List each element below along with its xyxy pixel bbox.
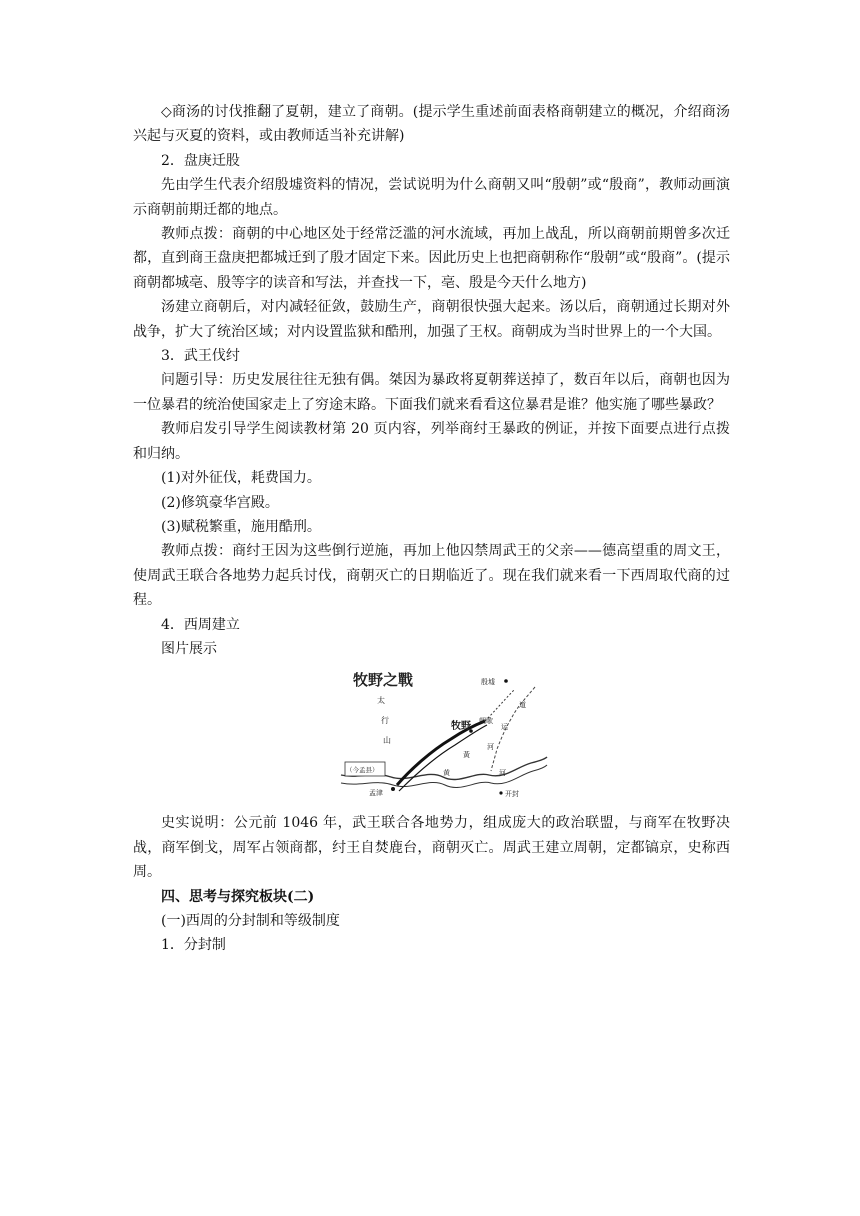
subsection-heading-1: (一)西周的分封制和等级制度 xyxy=(161,912,340,929)
label-huanghe-1: 黃 xyxy=(463,751,470,760)
muye-battle-map xyxy=(339,667,549,805)
label-huanghe-2: 河 xyxy=(487,743,494,752)
paragraph-teacher-note-zhou: 教师点拨：商纣王因为这些倒行逆施，再加上他囚禁周武王的父亲——德高望重的周文王，使周武王联合各地势力起兵讨伐，商朝灭亡的日期临近了。现在我们就来看一下西周取代商的过程。 xyxy=(133,543,730,609)
subheading-pangeng: 2．盘庚迁股 xyxy=(161,152,240,169)
mengjin-dot xyxy=(391,787,395,791)
label-daohe-1: 道 xyxy=(519,701,526,710)
paragraph-reading-guide: 教师启发引导学生阅读教材第 20 页内容，列举商纣王暴政的例证，并按下面要点进行点拨和归纳。 xyxy=(133,421,730,462)
paragraph-teacher-note-capital: 教师点拨：商朝的中心地区处于经常泛滥的河水流域，再加上战乱，所以商朝前期曾多次迁都，直到商王盘庚把都城迁到了殷才固定下来。因此历史上也把商朝称作“殷朝”或“殷商”。(提示商朝都城亳、殷等字的读音和写法，并查找一下，亳、殷是今天什么地方) xyxy=(133,226,730,291)
list-item-2: (2)修筑豪华宫殿。 xyxy=(161,494,279,511)
paragraph-yinxu-intro: 先由学生代表介绍殷墟资料的情况，尝试说明为什么商朝又叫“殷朝”或“殷商”，教师动画演示商朝前期迁都的地点。 xyxy=(133,177,730,218)
yinxu-dot xyxy=(504,680,508,684)
subheading-fengjian: 1．分封制 xyxy=(161,937,226,954)
label-taihang-2: 行 xyxy=(381,716,389,726)
list-item-3: (3)赋税繁重，施用酷刑。 xyxy=(161,518,321,535)
paragraph-question-lead: 问题引导：历史发展往往无独有偶。桀因为暴政将夏朝葬送掉了，数百年以后，商朝也因为一位暴君的统治使国家走上了穷途末路。下面我们就来看看这位暴君是谁？他实施了哪些暴政？ xyxy=(133,372,730,413)
subheading-wuwang: 3．武王伐纣 xyxy=(161,348,240,365)
label-yinxu: 殷墟 xyxy=(481,678,495,687)
kaifeng-dot xyxy=(499,792,502,795)
paragraph-image-display: 图片展示 xyxy=(161,640,217,657)
document-body xyxy=(133,100,730,958)
label-muye: 牧野 xyxy=(451,721,471,733)
label-taihang-1: 太 xyxy=(377,696,385,706)
paragraph-tang-rule: 汤建立商朝后，对内减轻征敛，鼓励生产，商朝很快强大起来。汤以后，商朝通过长期对外战争，扩大了统治区域；对内设置监狱和酷刑，加强了王权。商朝成为当时世界上的一个大国。 xyxy=(133,299,730,340)
list-item-1: (1)对外征伐，耗费国力。 xyxy=(161,470,321,487)
label-zhaoge: 朝歌 xyxy=(479,717,493,726)
label-mengjin: 孟津 xyxy=(369,789,383,798)
paragraph-historical-facts: 史实说明：公元前 1046 年，武王联合各地势力，组成庞大的政治联盟，与商军在牧野决战，商军倒戈，周军占领商都，纣王自焚鹿台，商朝灭亡。周武王建立周朝，定都镐京，史称西周。 xyxy=(133,815,730,881)
label-county: （今孟县） xyxy=(346,766,379,775)
subheading-western-zhou: 4．西周建立 xyxy=(161,616,240,633)
muye-battle-map-figure xyxy=(133,667,730,807)
label-taihang-3: 山 xyxy=(383,736,391,746)
label-river-huang: 黄 xyxy=(443,769,450,778)
label-river-he: 河 xyxy=(499,769,506,778)
label-daohe-2: 运 xyxy=(501,723,508,732)
section-heading-4: 四、思考与探究板块(二) xyxy=(161,888,315,905)
map-title: 牧野之戰 xyxy=(353,671,414,690)
label-kaifeng: 开封 xyxy=(505,790,519,799)
paragraph-shang-founding: ◇商汤的讨伐推翻了夏朝，建立了商朝。(提示学生重述前面表格商朝建立的概况，介绍商汤兴起与灭夏的资料，或由教师适当补充讲解) xyxy=(133,104,730,145)
